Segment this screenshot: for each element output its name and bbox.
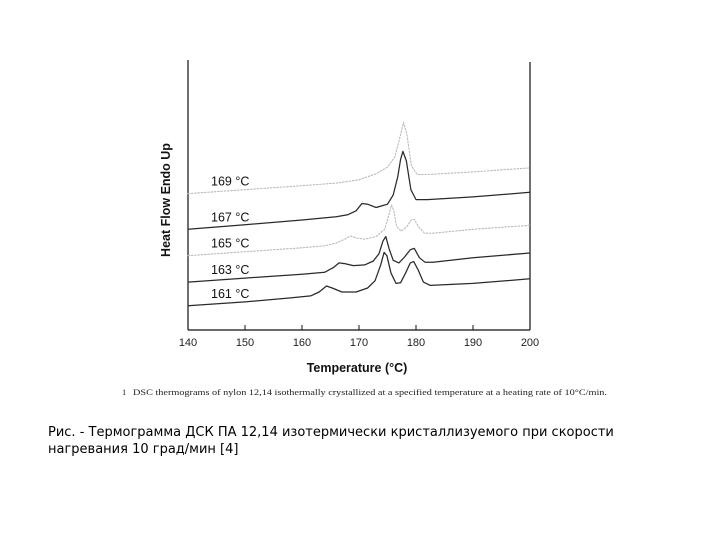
- x-ticks: [179, 325, 539, 349]
- x-tick-label: 150: [235, 337, 255, 349]
- figure-caption-text: DSC thermograms of nylon 12,14 isothermally crystallized at a specified temperature at a heating rate of 10°C/min.: [133, 387, 607, 397]
- y-axis-title: Heat Flow Endo Up: [159, 143, 173, 257]
- curve-label: 163 °C: [211, 263, 250, 278]
- x-tick-label: 140: [178, 337, 198, 349]
- slide-caption: Рис. - Термограмма ДСК ПА 12,14 изотермически кристаллизуемого при скорости нагревания 10 град/мин [4]: [48, 425, 614, 457]
- x-tick-label: 160: [292, 337, 312, 349]
- curve-label: 165 °C: [211, 236, 250, 251]
- x-tick-label: 200: [520, 337, 540, 349]
- x-tick-label: 170: [349, 337, 369, 349]
- curve-labels: [211, 175, 249, 301]
- x-tick-label: 190: [463, 337, 483, 349]
- x-tick-label: 180: [406, 337, 426, 349]
- figure-caption-number: 1: [122, 387, 127, 397]
- curve-label: 161 °C: [211, 286, 250, 301]
- curve-label: 169 °C: [211, 174, 250, 189]
- curve-label: 167 °C: [211, 210, 250, 225]
- x-axis-title: Temperature (°C): [306, 361, 408, 375]
